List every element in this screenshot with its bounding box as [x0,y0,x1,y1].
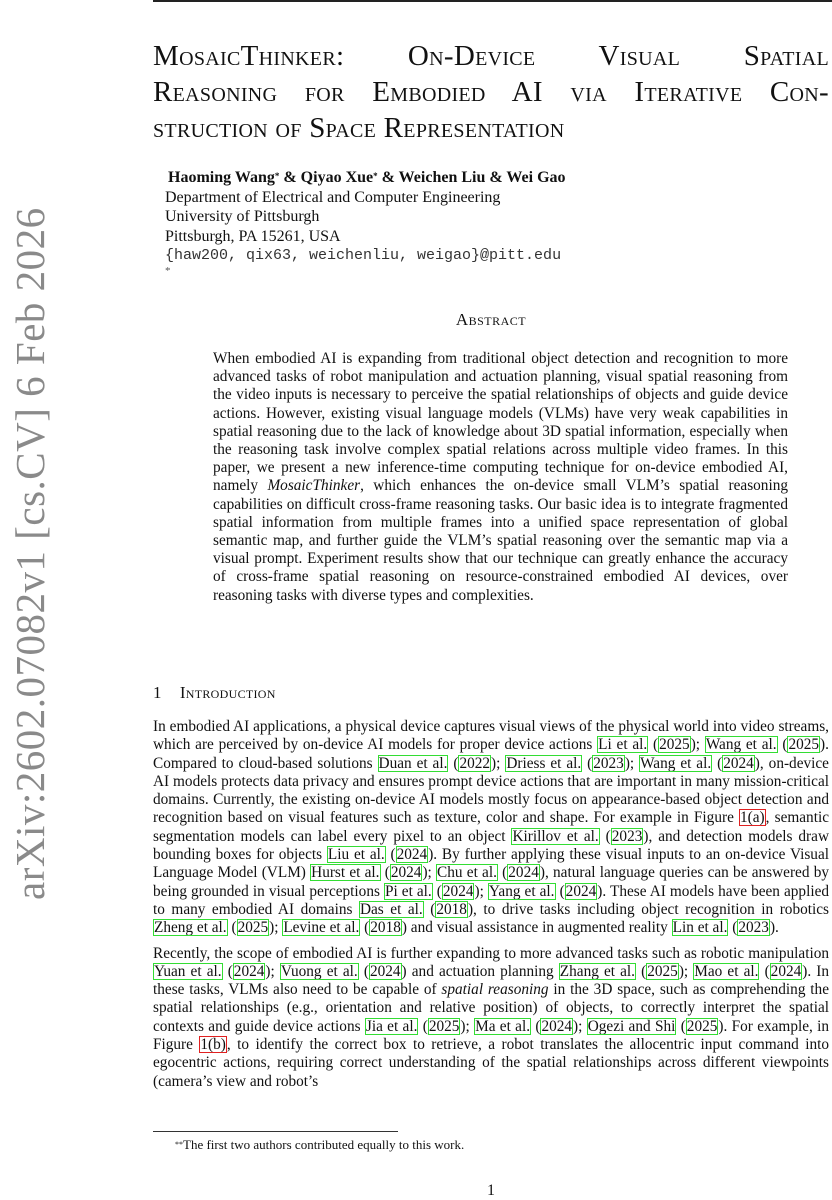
abstract-text: When embodied AI is expanding from traditional object detection and recognition to more advanced tasks of robot manipulation and actuation planning, visual spatial reasoning from the video inputs is necessary to perceive the spatial relationships of objects and guide device actions. However, existing visual language models (VLMs) have very weak capabilities in spatial reasoning due to the lack of knowledge about 3D spatial information, especially when the reasoning task involve complex spatial relations across multiple video frames. In this paper, we present a new inference-time computing technique for on-device embodied AI, namely [213,350,788,495]
figure-reference-link[interactable]: 1(a) [740,809,765,827]
citation-year-link[interactable]: 2024 [723,754,754,772]
citation-link[interactable]: Mao et al. [694,962,759,980]
citation-link[interactable]: Ogezi and Shi [587,1017,676,1035]
affiliation-university: University of Pittsburgh [165,208,320,225]
citation-year-link[interactable]: 2024 [541,1017,573,1035]
citation-year-link[interactable]: 2022 [459,754,491,772]
citation-year-link[interactable]: 2023 [611,827,643,845]
text: . These AI models have been applied to many embodied AI domains [153,882,830,918]
footnote-mark: * [179,1140,183,1149]
citation-link[interactable]: Wang et al. [640,754,712,772]
citation-link[interactable]: Ma et al. [475,1017,531,1035]
citation-link[interactable]: Levine et al. [283,919,360,937]
text: . In these tasks, VLMs also need to be capable of [153,962,830,999]
text: , to drive tasks including object recognition in robotics [473,900,829,918]
footnote [175,1137,464,1153]
citation-link[interactable]: Pi et al. [384,882,432,900]
text: . Compared to cloud-based solutions [153,736,829,772]
citation-year-link[interactable]: 2024 [442,882,474,900]
text: , natural language queries can be answered by being grounded in visual perceptions [153,864,830,900]
affiliation-department: Department of Electrical and Computer Engineering [165,188,501,206]
method-name: MosaicThinker [267,477,361,495]
citation-year-link[interactable]: 2024 [770,962,802,980]
citation-link[interactable]: Chu et al. [437,864,497,882]
footnote-rule [153,1131,398,1132]
footnote-star: * [165,264,171,277]
emphasis: spatial reasoning [441,981,549,999]
abstract-body [213,350,788,605]
citation-link[interactable]: Duan et al. [378,754,448,772]
text: In embodied AI applications, a physical device captures visual views of the physical world into video streams, which are perceived by on-device AI models for proper device actions [153,718,829,754]
citation-year-link[interactable]: 2025 [237,919,269,937]
figure-reference-link[interactable]: 1(b) [200,1036,226,1054]
author-emails[interactable]: {haw200, qix63, weichenliu, weigao}@pitt.edu [165,247,562,264]
citation-link[interactable]: Li et al. [598,736,648,754]
citation-year-link[interactable]: 2024 [390,864,422,882]
author-name: Wei Gao [506,169,566,186]
affiliation-address: Pittsburgh, PA 15261, USA [165,227,341,245]
citation-year-link[interactable]: 2024 [508,864,539,882]
citation-link[interactable]: Liu et al. [327,846,385,864]
paragraph: In embodied AI applications, a physical device captures visual views of the physical world into video streams, which are perceived by on-device AI models for proper device actions Li et al. (2025); Wang et al. (2025). Compared to cloud-based solutions Duan et al. (2022); Driess et al. (2023); Wang et al. (2024), on-device AI models protects data privacy and ensures prompt device actions that are important in many mission-critical domains. Currently, the existing on-device AI models mostly focus on appearance-based object detection and recognition based on visual features such as texture, color and shape. For example in Figure 1(a), semantic segmentation models can label every pixel to an object Kirillov et al. (2023), and detection models draw bounding boxes for objects Liu et al. (2024). By further applying these visual inputs to an on-device Visual Language Model (VLM) Hurst et al. (2024); Chu et al. (2024), natural language queries can be answered by being grounded in visual perceptions Pi et al. (2024); Yang et al. (2024). These AI models have been applied to many embodied AI domains Das et al. (2018), to drive tasks including object recognition in robotics Zheng et al. (2025); Levine et al. (2018) and visual assistance in augmented reality Lin et al. (2023). [153,718,830,937]
citation-year-link[interactable]: 2025 [647,962,678,980]
section-title: Introduction [179,683,276,702]
author-block [165,168,566,276]
equal-contribution-mark[interactable]: * [373,171,378,181]
section-number: 1 [153,683,162,702]
text: and visual assistance in augmented reality [406,919,672,937]
equal-contribution-mark[interactable]: * [274,171,280,181]
citation-year-link[interactable]: 2024 [565,882,597,900]
text: Recently, the scope of embodied AI is further expanding to more advanced tasks such as robotic manipulation [153,944,829,962]
citation-link[interactable]: Zheng et al. [154,919,227,937]
citation-year-link[interactable]: 2025 [428,1017,460,1035]
paragraph: Recently, the scope of embodied AI is further expanding to more advanced tasks such as robotic manipulation Yuan et al. (2024); Vuong et al. (2024) and actuation planning Zhang et al. (2025); Mao et al. (2024). In these tasks, VLMs also need to be capable of spatial reasoning in the 3D space, such as comprehending the spatial relationships (e.g., orientation and relative position) of objects, to correctly interpret the spatial contexts and guide device actions Jia et al. (2025); Ma et al. (2024); Ogezi and Shi (2025). For example, in Figure 1(b), to identify the correct box to retrieve, a robot translates the allocentric input command into egocentric actions, requiring correct understanding of the spatial relationships across different viewpoints (camera’s view and robot’s [153,944,830,1090]
author-separator: & [377,169,399,186]
abstract-heading: Abstract [455,310,527,329]
text: , to identify the correct box to retrieve, a robot translates the allocentric input command into egocentric actions, requiring correct understanding of the spatial relationships across different viewpoints (camera’s view and robot’s [153,1036,830,1090]
citation-year-link[interactable]: 2025 [659,736,690,754]
abstract-text: , which enhances the on-device small VLM’s spatial reasoning capabilities on difficult cross-frame reasoning tasks. Our basic idea is to integrate fragmented spatial information from multiple frames into a unified space representation of global semantic map, and further guide the VLM’s spatial reasoning over the semantic map via a visual prompt. Experiment results show that our technique can greatly enhance the accuracy of cross-frame spatial reasoning on resource-constrained embodied AI devices, over reasoning tasks with diverse types and complexities. [213,477,788,604]
text: . For example, in Figure [153,1017,830,1054]
citation-link[interactable]: Yuan et al. [154,962,222,980]
citation-year-link[interactable]: 2018 [436,900,467,918]
citation-link[interactable]: Lin et al. [672,919,728,937]
citation-year-link[interactable]: 2025 [788,736,820,754]
text: in the 3D space, such as comprehending the spatial relationships (e.g., orientation and relative position) of objects, to correctly interpret the spatial contexts and guide device actions [153,981,829,1035]
text: , semantic segmentation models can label every pixel to an object [153,809,829,845]
author-names [168,168,566,188]
citation-link[interactable]: Zhang et al. [559,962,635,980]
citation-link[interactable]: Hurst et al. [311,864,380,882]
page-number: 1 [487,1182,495,1199]
citation-link[interactable]: Kirillov et al. [512,827,599,845]
citation-year-link[interactable]: 2023 [593,754,624,772]
citation-year-link[interactable]: 2024 [369,962,401,980]
citation-year-link[interactable]: 2024 [396,846,428,864]
citation-link[interactable]: Driess et al. [506,754,582,772]
header-rule [153,0,832,2]
citation-link[interactable]: Jia et al. [365,1017,418,1035]
author-name: Weichen Liu [398,169,486,186]
paper-title [153,38,829,146]
text: . [775,919,779,937]
text: and actuation planning [406,962,559,980]
title-line-3: struction of Space Representation [153,112,565,144]
citation-link[interactable]: Vuong et al. [280,962,358,980]
author-name: Haoming Wang [168,169,275,186]
citation-link[interactable]: Das et al. [359,900,423,918]
author-name: Qiyao Xue [300,169,374,186]
citation-year-link[interactable]: 2023 [738,919,769,937]
title-line-2: Reasoning for Embodied AI via Iterative Con- [153,76,829,108]
section-heading-introduction [153,683,276,703]
title-line-1: MosaicThinker: On-Device Visual Spatial [153,40,829,72]
text: . By further applying these visual inputs to an on-device Visual Language Model (VLM) [153,846,829,882]
citation-year-link[interactable]: 2024 [233,962,265,980]
author-separator: & [485,169,507,186]
citation-year-link[interactable]: 2018 [370,919,401,937]
introduction-body [153,718,829,1098]
text: , and detection models draw bounding boxes for objects [153,827,829,864]
text: , on-device AI models protects data privacy and ensures prompt device actions that are important in many mission-critical domains. Currently, the existing on-device AI models mostly focus on appearance-based object detection and recognition based on visual features such as texture, color and shape. For example in Figure [153,754,829,827]
author-separator: & [279,169,301,186]
footnote-mark: * [175,1140,179,1149]
citation-link[interactable]: Wang et al. [705,736,777,754]
arxiv-identifier-stamp[interactable]: arXiv:2602.07082v1 [cs.CV] 6 Feb 2026 [7,207,53,900]
citation-link[interactable]: Yang et al. [488,882,555,900]
citation-year-link[interactable]: 2025 [686,1017,718,1035]
footnote-text: The first two authors contributed equally to this work. [183,1137,465,1152]
